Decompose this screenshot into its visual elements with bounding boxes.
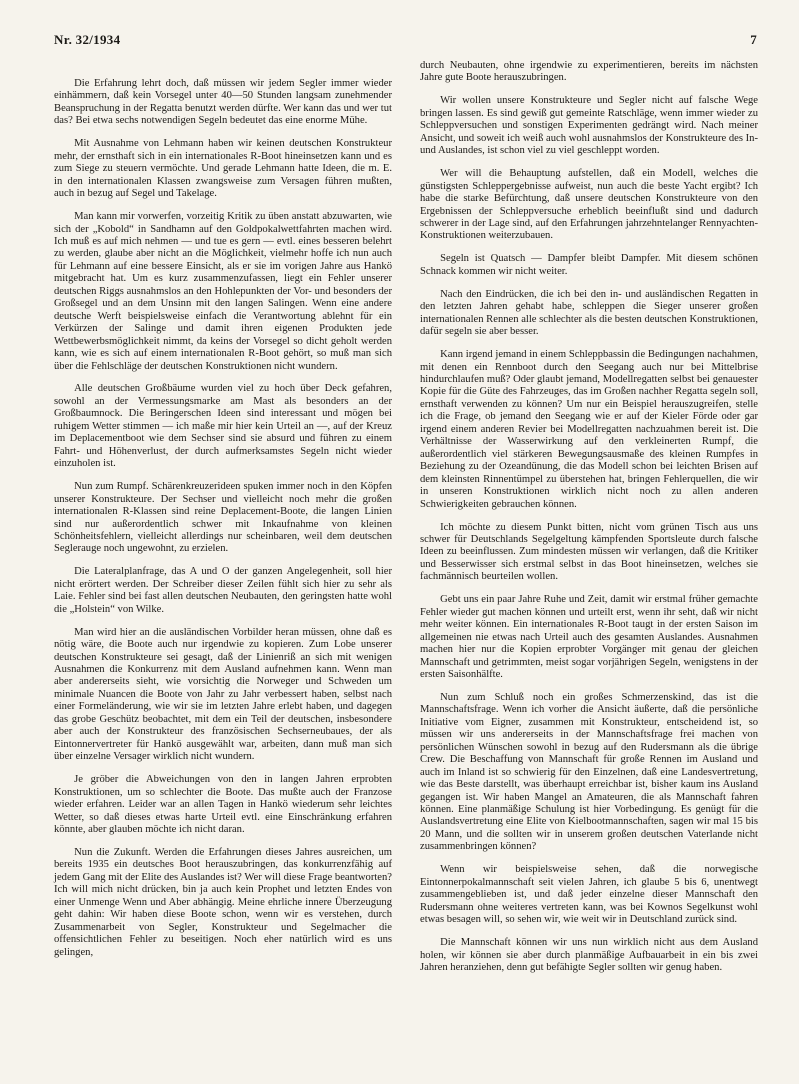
paragraph: Nun zum Schluß noch ein großes Schmerzenskind, das ist die Mannschaftsfrage. Wenn ich vorher die Ansicht äußerte, daß die persönliche Initiative vom Eigner, zusammen mit Konstrukteur, entscheidend ist, so müssen wir uns andererseits in der Mannschaftsfrage frei machen von persönlichen Wünschen sowohl in bezug auf den Rudersmann als die übrige Crew. Die Beschaffung von Mannschaft für große Rennen im Ausland und auch im Inland ist so schwierig für den Einzelnen, daß eine Landesvertretung, wie das Beste darstellt, was überhaupt erreichbar ist, bisher kaum ins Ausland gegangen ist. Wir haben Mangel an Amateuren, die als Mannschaft fahren können. Eine planmäßige Schulung ist hier Vorbedingung. Es genügt für die Auslandsvertretung eine Elite von Kielbootmannschaften, sagen wir mal 15 bis 20 Mann, und die sollten wir in unserem großen deutschen Vaterlande nicht zusammenbringen können? xyxy=(420,691,758,853)
page-number: 7 xyxy=(750,32,757,47)
paragraph: Wir wollen unsere Konstrukteure und Segler nicht auf falsche Wege bringen lassen. Es sind gewiß gut gemeinte Ratschläge, wenn immer wieder zu Schleppversuchen und sonstigen Experimenten gedrängt wird. Nach meiner Ansicht, und soweit ich weiß auch wohl ausnahmslos der Konstrukteure des In- und Auslandes, ist schon viel zu viel geschleppt worden. xyxy=(420,95,758,157)
paragraph: Die Lateralplanfrage, das A und O der ganzen Angelegenheit, soll hier nicht erörtert werden. Der Schreiber dieser Zeilen fühlt sich hier zu sehr als Laie. Fehler sind bei fast allen deutschen Neubauten, den geringsten hatte wohl die „Holstein“ von Wilke. xyxy=(54,566,392,615)
paragraph: Alle deutschen Großbäume wurden viel zu hoch über Deck gefahren, sowohl an der Vermessungsmarke am Mast als besonders an der Großbaumnock. Die Beringerschen Ideen sind interessant und mögen bei ruhigem Wetter stimmen — ich maße mir hier kein Urteil an —, auf der Kreuz im Deplacementboot wie dem Sechser sind sie absurd und führen zu einem Fahrt- und Höhenverlust, der durch aufmerksamstes Segeln nicht wieder einzuholen ist. xyxy=(54,383,392,470)
paragraph: durch Neubauten, ohne irgendwie zu experimentieren, bereits im nächsten Jahre gute Boote herauszubringen. xyxy=(420,60,758,84)
right-column xyxy=(420,60,758,985)
paragraph: Nun die Zukunft. Werden die Erfahrungen dieses Jahres ausreichen, um bereits 1935 ein deutsches Boot herauszubringen, das konkurrenzfähig auf jedem Gang mit der Elite des Auslandes ist? Wer will diese Frage beantworten? Ich will mich nicht drücken, bin ja auch kein Prophet und letzten Endes von einer Unmenge Wenn und Aber abhängig. Meine ehrliche innere Überzeugung geht dahin: Wir haben diese Boote schon, wenn wir es verstehen, durch Zusammenarbeit von Segler, Konstrukteur und Segelmacher die offensichtlichen Fehler zu beseitigen. Noch eher natürlich wird es uns gelingen, xyxy=(54,846,392,958)
paragraph: Man kann mir vorwerfen, vorzeitig Kritik zu üben anstatt abzuwarten, wie sich der „Kobold“ in Sandhamn auf den Goldpokalwettfahrten machen wird. Ich muß es auf mich nehmen — und tue es gern — evtl. eines besseren belehrt zu werden, glaube aber nicht an die Möglichkeit, vielmehr hoffe ich nun auch für Lehmann auf eine bessere Einsicht, als er sie im vorigen Jahre aus Hankö mitgebracht hat. Um es kurz zusammenzufassen, liegt ein Fehler unserer deutschen Riggs ausnahmslos an den Hohlepunkten der Vor- und besonders der Großsegel und an dem Unsinn mit den langen Salingen. Wenn eine andere deutsche Werft beispielsweise einfach die Verantwortung ablehnt für ein Verkürzen der Salinge und damit ihren eigenen Produkten jede Wettbewerbsmöglichkeit nimmt, da keins der Vorsegel so dicht geholt werden kann, wie es sich auf einem internationalen R-Boot gehört, so muß man sich über die Fehlschläge der deutschen Konstruktionen nicht wundern. xyxy=(54,211,392,372)
paragraph: Wenn wir beispielsweise sehen, daß die norwegische Eintonnerpokalmannschaft seit vielen Jahren, ich glaube 5 bis 6, unentwegt zusammengeblieben ist, und daß jeder einzelne dieser Mannschaft den Rudersmann ohne weiteres vertreten kann, was bei Kownos Segelkunst wohl etwas besagen will, so sehen wir, wie weit wir in Deutschland zurück sind. xyxy=(420,864,758,926)
paragraph: Mit Ausnahme von Lehmann haben wir keinen deutschen Konstrukteur mehr, der ernsthaft sich in ein internationales R-Boot hineinsetzen kann und es zum Siege zu steuern vermöchte. Und gerade Lehmann hatte Ideen, die m. E. in den internationalen Klassen zwangsweise zum Versagen führen mußten, auch in bezug auf Segel und Takelage. xyxy=(54,138,392,200)
paragraph: Ich möchte zu diesem Punkt bitten, nicht vom grünen Tisch aus uns schwer für Deutschlands Segelgeltung kämpfenden Sportsleute durch falsche Ideen zu beeinflussen. Zum mindesten müssen wir verlangen, daß die Kritiker und Besserwisser sich erstmal selbst in das Boot hineinsetzen, welches sie fachmännisch beurteilen wollen. xyxy=(420,521,758,583)
paragraph: Gebt uns ein paar Jahre Ruhe und Zeit, damit wir erstmal früher gemachte Fehler wieder gut machen können und urteilt erst, wenn ihr seht, daß wir nicht mehr weiter können. Ein internationales R-Boot taugt in der ersten Saison im allgemeinen nie etwas nach Urteil auch des gesamten Auslandes. Ausnahmen machen hier nur die Kopien erprobter Vorgänger mit genau der gleichen Mannschaft und getrimmten, meist sogar vorjährigen Segeln, wenigstens in der ersten Saisonhälfte. xyxy=(420,594,758,680)
paragraph: Die Erfahrung lehrt doch, daß müssen wir jedem Segler immer wieder einhämmern, daß kein Vorsegel unter 40—50 Stunden langsam zunehmender Beanspruchung in der Regatta benutzt werden dürfte. Wer kann das und wer tut das? Bei etwa sechs notwendigen Segeln bedeutet das eine enorme Mühe. xyxy=(54,78,392,127)
paragraph: Kann irgend jemand in einem Schleppbassin die Bedingungen nachahmen, mit denen ein Rennboot durch den Seegang auch nur bei Mittelbrise hindurchlaufen muß? Oder glaubt jemand, Modellregatten selbst bei genauester Kopie für die Güte des Fahrzeuges, das im Großen nachher Regatta segeln soll, ernsthaft verwenden zu können? Um nur ein Beispiel herauszugreifen, stelle ich die Frage, ob jemand den Seegang wie er auf der Kieler Förde oder gar irgend einem anderen Revier bei Modellregatten nachzuahmen bereit ist. Die Verhältnisse der Wasserwirkung auf den verkleinerten Rumpf, die außerordentlich viel stärkeren Bewegungsausmaße des kleinen Rumpfes in Beziehung zu der Ozeandünung, die das Modell schon bei leichten Brisen auf dem kleinsten Rinnentümpel zu überstehen hat, bringen Fehlerquellen, die wir in unseren Konstruktionen wirklich nicht noch zu allen anderen Schwierigkeiten gebrauchen können. xyxy=(420,349,758,510)
paragraph: Segeln ist Quatsch — Dampfer bleibt Dampfer. Mit diesem schönen Schnack kommen wir nicht weiter. xyxy=(420,253,758,277)
left-column xyxy=(54,78,392,970)
paragraph: Nach den Eindrücken, die ich bei den in- und ausländischen Regatten in den letzten Jahren gehabt habe, schleppen die Sieger unserer großen internationalen Rennen alle schlechter als die besten deutschen Konstruktionen, dafür segeln sie aber besser. xyxy=(420,288,759,338)
issue-number: Nr. 32/1934 xyxy=(54,32,121,47)
paragraph: Je gröber die Abweichungen von den in langen Jahren erprobten Konstruktionen, um so schlechter die Boote. Das mußte auch der Franzose wieder erfahren. Leider war an allen Tagen in Hankö wiederum sehr leichtes Wetter, so daß dieses etwas harte Urteil evtl. eine Einschränkung erfahren könnte, aber glauben möchte ich nicht daran. xyxy=(54,774,392,835)
paragraph: Wer will die Behauptung aufstellen, daß ein Modell, welches die günstigsten Schleppergebnisse aufweist, nun auch die beste Yacht ergibt? Ich habe die starke Befürchtung, daß unsere deutschen Konstrukteure von den Ergebnissen der Schleppversuche erheblich beeinflußt sind und dadurch schwerer in der Lage sind, auf den Erfahrungen jahrzehntelanger Rennyachten-Konstruktionen weiterzubauen. xyxy=(420,168,758,242)
paragraph: Man wird hier an die ausländischen Vorbilder heran müssen, ohne daß es nötig wäre, die Boote auch nur irgendwie zu kopieren. Zum Lobe unserer deutschen Konstrukteure sei gesagt, daß der Linienriß an sich mit wenigen Ausnahmen die Konkurrenz mit dem Ausland aufnehmen kann. Wenn man aber andererseits sieht, wie vorsichtig die Norweger und Schweden um minimale Nuancen die Boote von Jahr zu Jahr verbessert haben, selbst nach einer Formeländerung, wie wir sie im letzten Jahre erlebt haben, und dagegen das grobe Geschütz beobachtet, mit dem ein Teil der deutschen, insbesondere aber auch der Konstrukteur des französischen Sechserneubaues, der als Eintonnervertreter für Hankö ausgewählt war, arbeiten, dann muß man sich über einzelne Versager wirklich nicht wundern. xyxy=(54,626,392,763)
paragraph: Die Mannschaft können wir uns nun wirklich nicht aus dem Ausland holen, wir können sie aber durch planmäßige Aufbauarbeit in ein bis zwei Jahren heranziehen, denn gut befähigte Segler sollten wir genug haben. xyxy=(420,937,758,973)
paragraph: Nun zum Rumpf. Schärenkreuzerideen spuken immer noch in den Köpfen unserer Konstrukteure. Der Sechser und vielleicht noch mehr die großen internationalen R-Klassen sind reine Deplacement-Boote, die langen Linien sind nur außerordentlich schwer mit Inkaufnahme von kleinen Schönheitsfehlern, vielleicht allerdings nur scheinbaren, weil dem deutschen Seglerauge noch ungewohnt, zu erzielen. xyxy=(54,481,392,555)
